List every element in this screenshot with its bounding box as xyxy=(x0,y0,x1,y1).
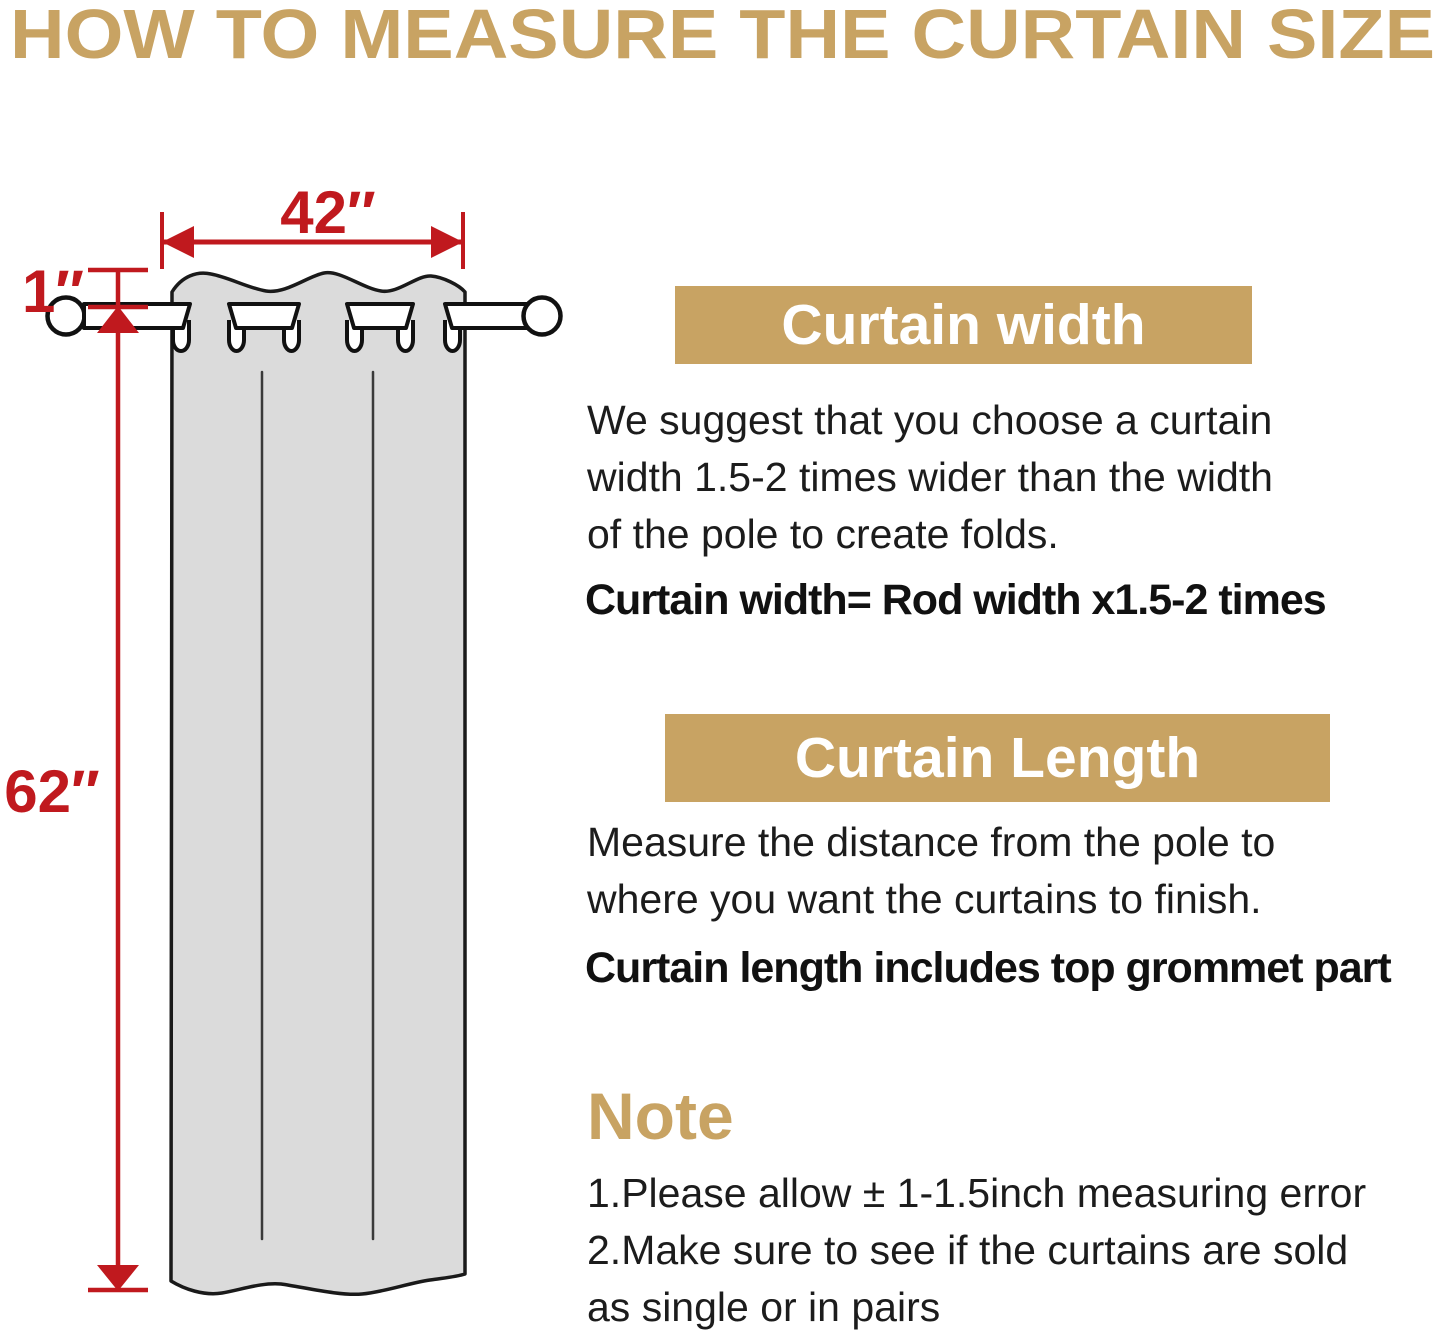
grommet-window-3 xyxy=(347,304,413,328)
curtain-width-formula: Curtain width= Rod width x1.5-2 times xyxy=(585,576,1326,624)
width-arrowhead-right xyxy=(431,226,463,258)
curtain-length-heading: Curtain Length xyxy=(794,726,1201,790)
note-item-1: 1.Please allow ± 1-1.5inch measuring error xyxy=(587,1170,1367,1216)
note-heading: Note xyxy=(587,1079,734,1153)
grommet-offset-label: 1″ xyxy=(21,258,85,325)
grommet-window-2 xyxy=(229,304,299,328)
width-arrowhead-left xyxy=(162,226,194,258)
curtain-length-formula: Curtain length includes top grommet part xyxy=(585,944,1391,992)
curtain-width-description-line-3: of the pole to create folds. xyxy=(587,511,1059,557)
curtain-length-heading-box xyxy=(665,714,1330,802)
note-item-3: as single or in pairs xyxy=(587,1284,941,1330)
page-title: HOW TO MEASURE THE CURTAIN SIZE xyxy=(10,0,1436,73)
curtain-panel xyxy=(171,273,465,1295)
curtain-length-description-line-2: where you want the curtains to finish. xyxy=(587,876,1262,922)
curtain-measurement-diagram xyxy=(0,0,600,1332)
curtain-length-description-line-1: Measure the distance from the pole to xyxy=(587,819,1276,865)
note-item-2: 2.Make sure to see if the curtains are sold xyxy=(587,1227,1349,1273)
curtain-width-heading: Curtain width xyxy=(781,293,1146,357)
width-dimension-label: 42″ xyxy=(280,179,376,246)
rod-right-finial xyxy=(524,298,561,335)
rod-right-section xyxy=(445,304,528,328)
length-arrow-down xyxy=(97,1265,139,1291)
curtain-width-description-line-1: We suggest that you choose a curtain xyxy=(587,397,1273,443)
curtain-width-heading-box xyxy=(675,286,1252,364)
curtain-width-description-line-2: width 1.5-2 times wider than the width xyxy=(587,454,1273,500)
length-dimension-label: 62″ xyxy=(4,758,100,825)
